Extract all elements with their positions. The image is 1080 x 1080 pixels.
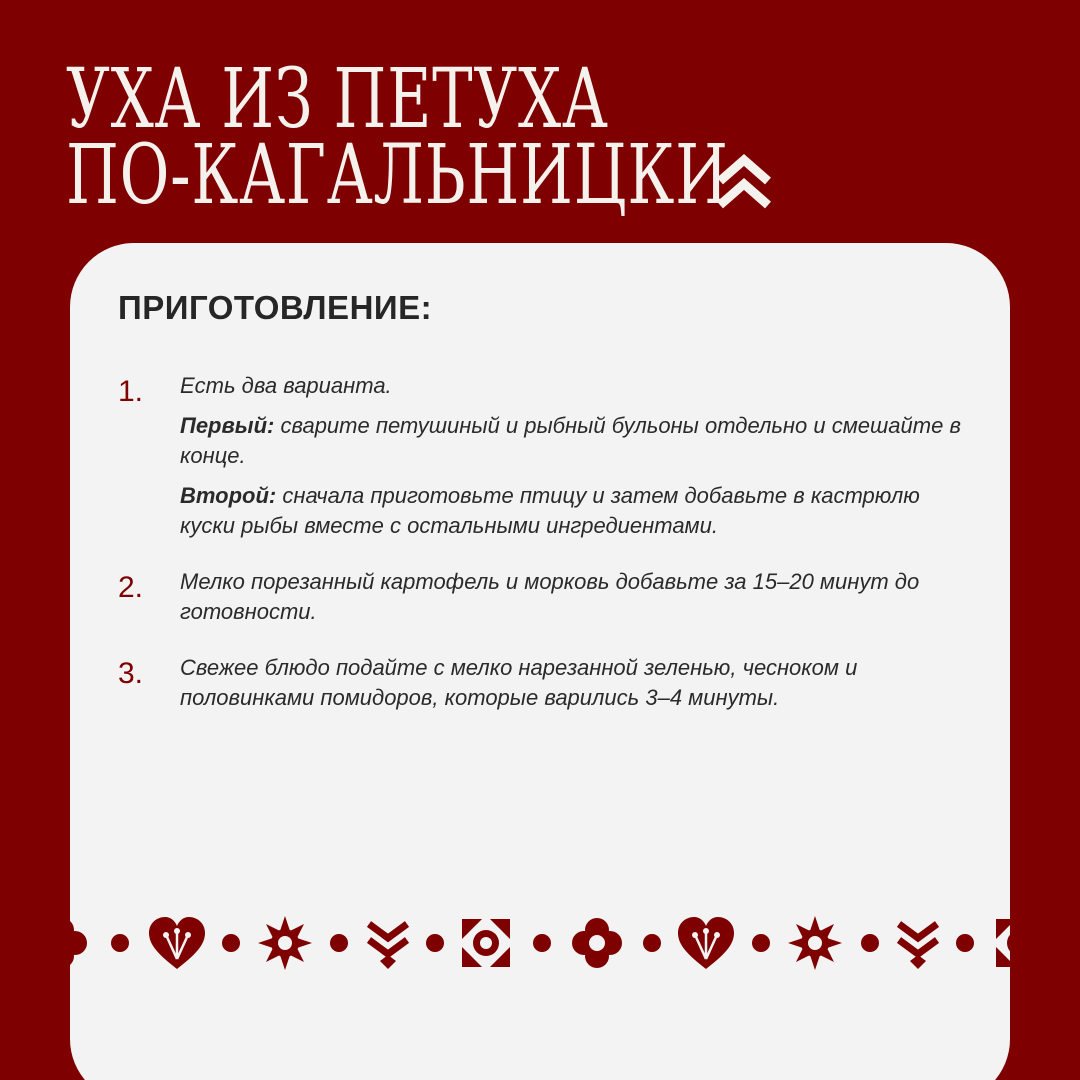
dot-icon [330,934,348,952]
title-line-2: ПО-КАГАЛЬНИЦКИ [66,128,729,223]
step-item-2 [118,567,978,627]
step-number: 2. [118,571,144,604]
step-option-1 [180,411,978,471]
sun-icon [788,916,842,970]
step-intro: Есть два варианта. [180,373,392,398]
steps-list [118,371,978,739]
recipe-card [70,243,1010,1080]
page-title [66,52,769,223]
step-number: 1. [118,375,144,408]
option-label: Второй: [180,483,277,508]
step-body [180,567,978,627]
option-text: сначала приготовьте птицу и затем добавьте в кастрюлю куски рыбы вместе с остальными ингредиентами. [180,483,920,538]
flower-icon [70,918,87,968]
double-chevron-down-icon [369,924,407,969]
cross-flower-icon [462,919,510,967]
cross-flower-icon [996,919,1010,967]
heart-icon [149,917,205,969]
step-number: 3. [118,657,144,690]
flower-icon [572,918,622,968]
dot-icon [861,934,879,952]
dot-icon [111,934,129,952]
title-line-1: УХА ИЗ ПЕТУХА [66,52,609,147]
step-body [180,653,978,713]
dot-icon [643,934,661,952]
double-chevron-down-icon [899,924,937,969]
section-heading: ПРИГОТОВЛЕНИЕ: [118,289,433,326]
step-item-3 [118,653,978,713]
option-text: сварите петушиный и рыбный бульоны отдельно и смешайте в конце. [180,413,961,468]
ornament-border [70,911,1010,975]
step-item-1 [118,371,978,541]
double-chevron-up-icon [714,154,774,210]
heart-icon [678,917,734,969]
dot-icon [956,934,974,952]
step-body [180,371,978,541]
dot-icon [533,934,551,952]
dot-icon [426,934,444,952]
dot-icon [222,934,240,952]
dot-icon [752,934,770,952]
step-text: Мелко порезанный картофель и морковь добавьте за 15–20 минут до готовности. [180,569,920,624]
step-text: Свежее блюдо подайте с мелко нарезанной зеленью, чесноком и половинками помидоров, которые варились 3–4 минуты. [180,655,858,710]
step-option-2 [180,481,978,541]
sun-icon [258,916,312,970]
option-label: Первый: [180,413,275,438]
